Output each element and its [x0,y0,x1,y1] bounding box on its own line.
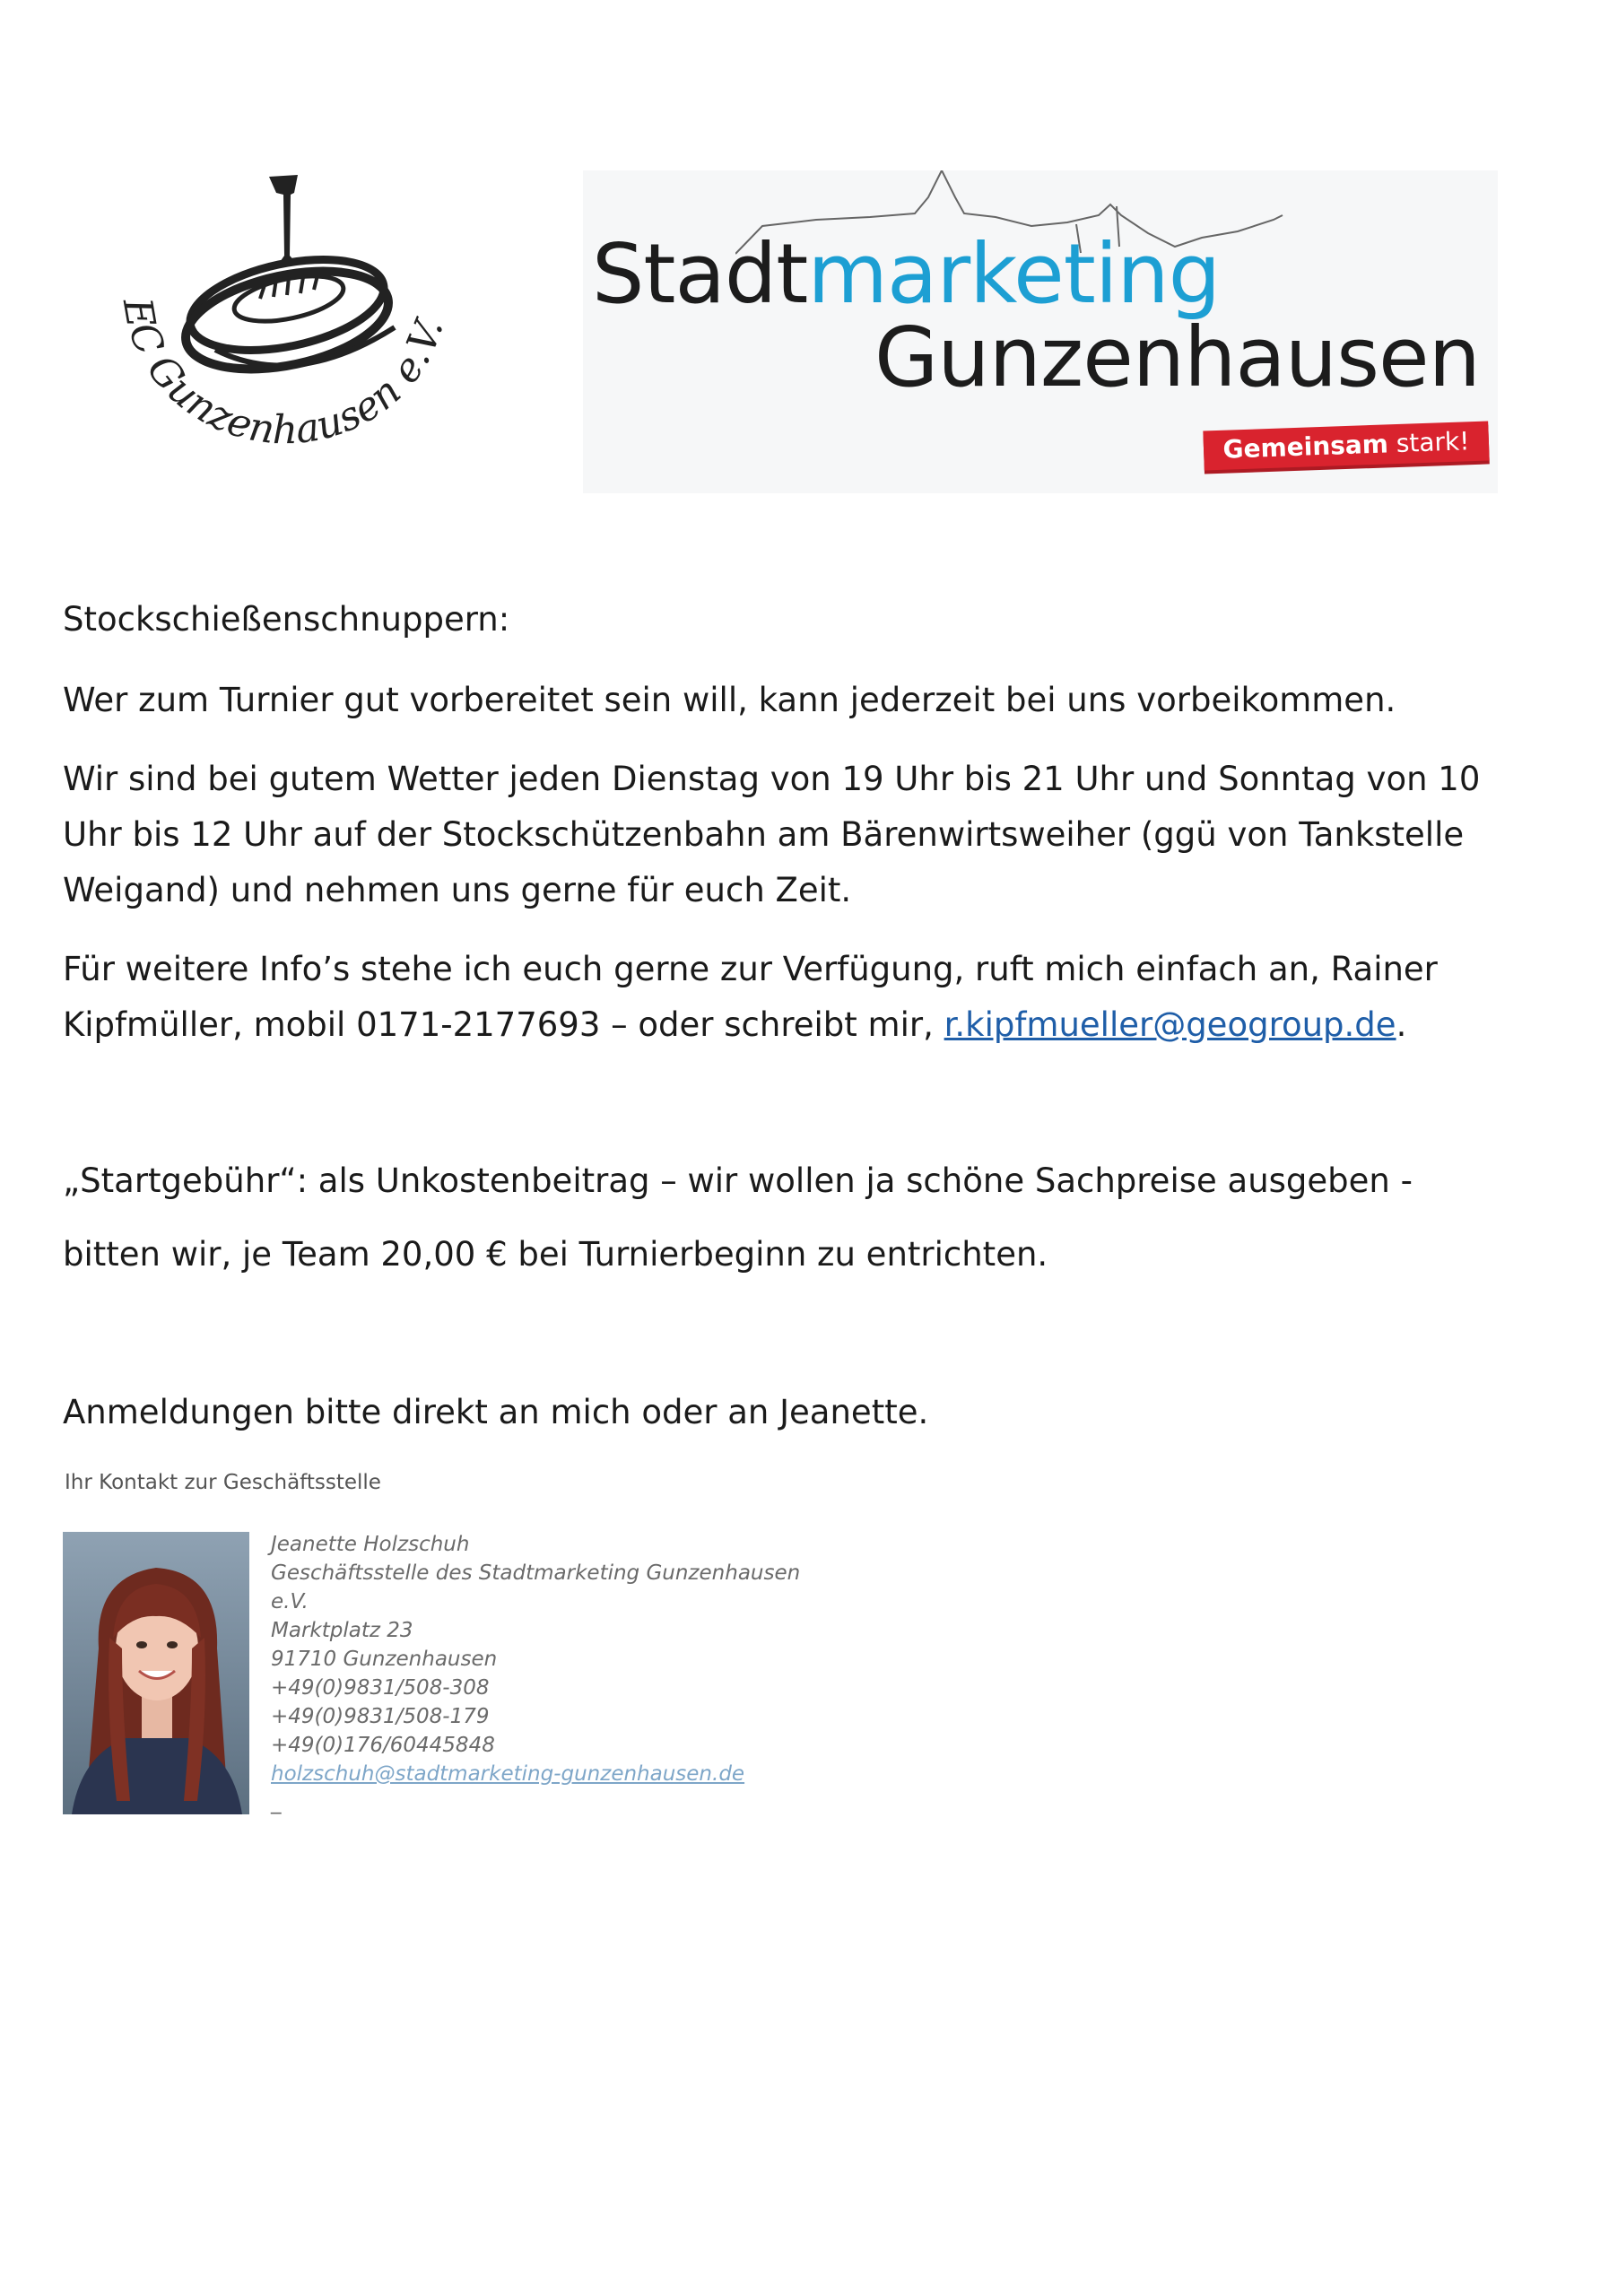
contact-email-link[interactable]: holzschuh@stadtmarketing-gunzenhausen.de [271,1762,745,1786]
heading: Stockschießenschnuppern: [63,600,510,639]
fee-line-1: „Startgebühr“: als Unkostenbeitrag – wir wollen ja schöne Sachpreise ausgeben - [63,1161,1413,1200]
paragraph-2: Wir sind bei gutem Wetter jeden Dienstag von 19 Uhr bis 21 Uhr und Sonntag von 10 Uhr bis 12 Uhr auf der Stockschützenbahn am Bärenwirtsweiher (ggü von Tankstelle Weigand) und nehmen uns gerne für euch Zeit. [63,760,1481,909]
fee-line-2: bitten wir, je Team 20,00 € bei Turnierbeginn zu entrichten. [63,1235,1048,1274]
contact-heading: Ihr Kontakt zur Geschäftsstelle [65,1471,381,1494]
paragraph-3: Für weitere Info’s stehe ich euch gerne zur Verfügung, ruft mich einfach an, Rainer Kipfmüller, mobil 0171-2177693 – oder schreibt mir, r.kipfmueller@geogroup.de. [63,950,1438,1044]
email-link[interactable]: r.kipfmueller@geogroup.de [944,1005,1396,1044]
gemeinsam-stark-badge: Gemeinsam stark! [1203,421,1489,470]
contact-phone-3: +49(0)176/60445848 [271,1734,495,1757]
contact-phone-2: +49(0)9831/508-179 [271,1705,490,1728]
contact-phone-1: +49(0)9831/508-308 [271,1676,490,1700]
paragraph-1: Wer zum Turnier gut vorbereitet sein will, kann jederzeit bei uns vorbeikommen. [63,681,1396,719]
ec-gunzenhausen-logo [99,166,475,507]
contact-street: Marktplatz 23 [271,1619,413,1642]
contact-role: Geschäftsstelle des Stadtmarketing Gunzenhausen [271,1561,801,1585]
contact-org: e.V. [271,1590,309,1613]
ec-logo-text: EC Gunzenhausen e.V. [113,294,453,454]
stadtmarketing-logo [583,170,1498,493]
contact-name: Jeanette Holzschuh [271,1533,470,1556]
contact-card [271,1530,800,1817]
contact-dash: _ [271,1791,282,1814]
gunzenhausen-title: Gunzenhausen [874,309,1480,405]
stadtmarketing-title: Stadtmarketing [592,226,1221,322]
registration-note: Anmeldungen bitte direkt an mich oder an Jeanette. [63,1393,929,1431]
contact-city: 91710 Gunzenhausen [271,1648,498,1671]
contact-photo [63,1532,249,1814]
